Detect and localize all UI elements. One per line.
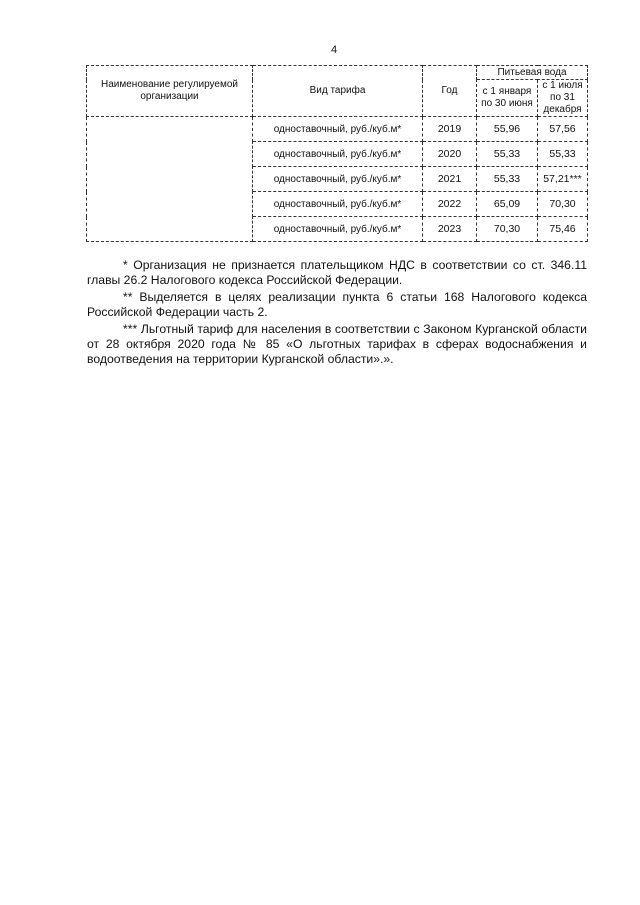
header-drinking-water: Питьевая вода (477, 66, 588, 80)
year-cell: 2022 (423, 192, 477, 217)
tariff-type-cell: одноставочный, руб./куб.м* (253, 117, 423, 142)
table-row (87, 117, 588, 142)
footnote-vat: * Организация не признается плательщиком НДС в соответствии со ст. 346.11 главы 26.2 Налогового кодекса Российской Федерации. (87, 258, 587, 287)
year-cell: 2019 (423, 117, 477, 142)
header-period-second-half: с 1 июля по 31 декабря (538, 80, 588, 117)
tariff-type-cell: одноставочный, руб./куб.м* (253, 217, 423, 242)
price-first-half-cell: 55,33 (477, 142, 538, 167)
price-second-half-cell: 70,30 (538, 192, 588, 217)
price-first-half-cell: 55,33 (477, 167, 538, 192)
year-cell: 2023 (423, 217, 477, 242)
header-tariff-type: Вид тарифа (253, 66, 423, 117)
year-cell: 2020 (423, 142, 477, 167)
price-first-half-cell: 65,09 (477, 192, 538, 217)
table-header-row (87, 66, 588, 80)
tariff-type-cell: одноставочный, руб./куб.м* (253, 192, 423, 217)
footnote-preferential-tariff: *** Льготный тариф для населения в соответствии с Законом Курганской области от 28 октября 2020 года № 85 «О льготных тарифах в сферах водоснабжения и водоотведения на территории Курганской области».». (87, 322, 587, 366)
price-second-half-cell: 55,33 (538, 142, 588, 167)
tariff-type-cell: одноставочный, руб./куб.м* (253, 142, 423, 167)
price-first-half-cell: 70,30 (477, 217, 538, 242)
tariff-type-cell: одноставочный, руб./куб.м* (253, 167, 423, 192)
footnote-allocation: ** Выделяется в целях реализации пункта 6 статьи 168 Налогового кодекса Российской Федерации часть 2. (87, 290, 587, 319)
price-second-half-cell: 57,56 (538, 117, 588, 142)
year-cell: 2021 (423, 167, 477, 192)
footnotes (87, 258, 587, 369)
header-year: Год (423, 66, 477, 117)
header-organization: Наименование регулируемой организации (87, 66, 253, 117)
header-period-first-half: с 1 января по 30 июня (477, 80, 538, 117)
organization-cell (87, 117, 253, 242)
price-second-half-cell: 75,46 (538, 217, 588, 242)
price-second-half-cell: 57,21*** (538, 167, 588, 192)
page-number: 4 (331, 44, 338, 56)
tariff-table (86, 65, 588, 242)
price-first-half-cell: 55,96 (477, 117, 538, 142)
